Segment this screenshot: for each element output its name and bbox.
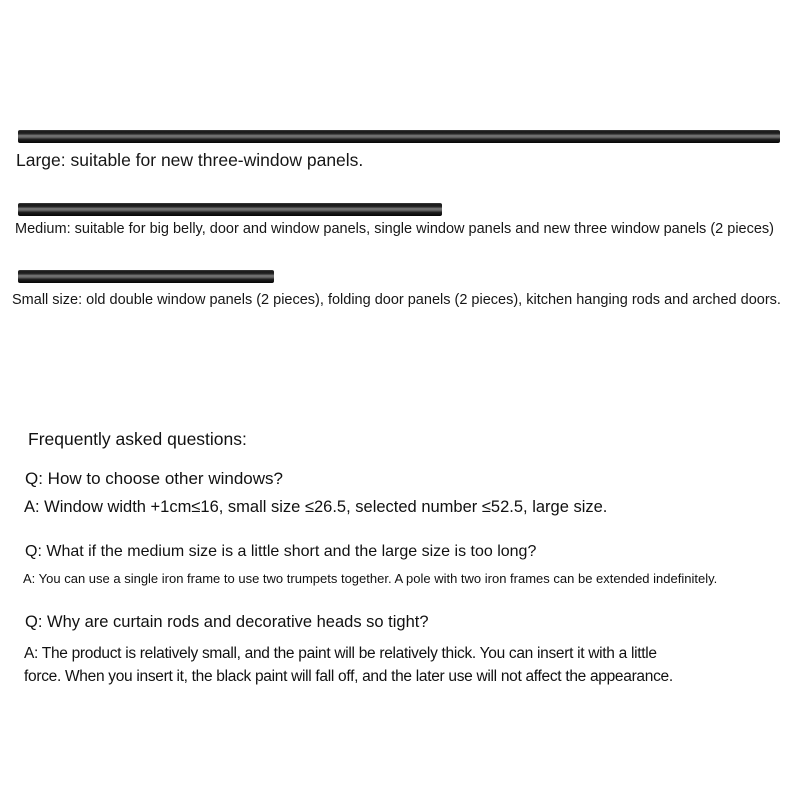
faq-answer-2: A: You can use a single iron frame to use two trumpets together. A pole with two iron frames can be extended indefinitely. [23, 571, 718, 586]
curtain-rod-bar-small [18, 270, 274, 283]
size-label-small: Small size: old double window panels (2 pieces), folding door panels (2 pieces), kitchen hanging rods and arched doors. [12, 292, 781, 308]
faq-question-1: Q: How to choose other windows? [25, 469, 283, 488]
faq-answer-1: A: Window width +1cm≤16, small size ≤26.5, selected number ≤52.5, large size. [24, 498, 608, 516]
faq-heading: Frequently asked questions: [28, 429, 247, 449]
curtain-rod-bar-medium [18, 203, 442, 216]
faq-answer-3: A: The product is relatively small, and the paint will be relatively thick. You can insert it with a little force. When you insert it, the black paint will fall off, and the later use will not affect the appearance. [24, 645, 673, 685]
curtain-rod-bar-large [18, 130, 780, 143]
faq-question-2: Q: What if the medium size is a little short and the large size is too long? [25, 543, 537, 560]
size-label-large: Large: suitable for new three-window panels. [16, 150, 364, 170]
size-label-medium: Medium: suitable for big belly, door and window panels, single window panels and new three window panels (2 pieces) [15, 221, 774, 237]
faq-question-3: Q: Why are curtain rods and decorative heads so tight? [25, 613, 429, 631]
